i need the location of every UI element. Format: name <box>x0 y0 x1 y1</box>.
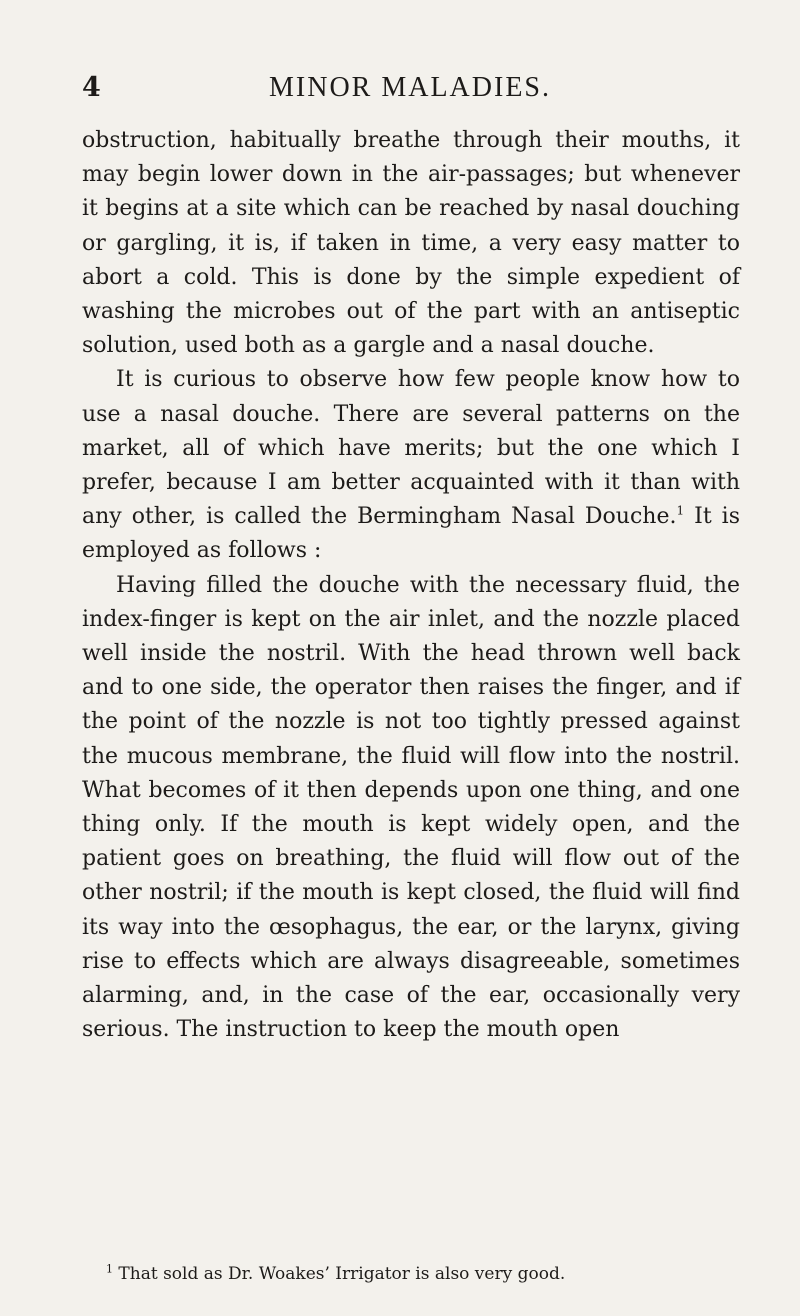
body-text <box>82 124 740 1047</box>
page-header <box>82 72 738 112</box>
footnote-marker: 1 <box>106 1262 113 1276</box>
footnote-text: That sold as Dr. Woakes’ Irrigator is also very good. <box>118 1264 566 1284</box>
running-title: MINOR MALADIES. <box>269 72 551 103</box>
footnote <box>82 1262 740 1286</box>
paragraph-1: obstruction, habitually breathe through their mouths, it may begin lower down in the air-passages; but whenever it begins at a site which can be reached by nasal douching or gargling, it is, if taken in time, a very easy matter to abort a cold. This is done by the simple expedient of washing the microbes out of the part with an antiseptic solution, used both as a gargle and a nasal douche. <box>82 128 740 359</box>
paragraph-2-text: It is curious to observe how few people know how to use a nasal douche. There are several patterns on the market, all of which have merits; but the one which I prefer, because I am better acquainted with it than with any other, is called the Bermingham Nasal Douche. <box>82 367 740 530</box>
paragraph-2-continuation: It is employed as follows : <box>82 504 740 564</box>
footnote-reference: 1 <box>676 503 685 518</box>
paragraph-3: Having filled the douche with the necessary fluid, the index-finger is kept on the air inlet, and the nozzle placed well inside the nostril. With the head thrown well back and to one side, the operator then raises the finger, and if the point of the nozzle is not too tightly pressed against the mucous membrane, the fluid will flow into the nostril. What becomes of it then depends upon one thing, and one thing only. If the mouth is kept widely open, and the patient goes on breathing, the fluid will flow out of the other nostril; if the mouth is kept closed, the fluid will find its way into the œsophagus, the ear, or the larynx, giving rise to effects which are always disagreeable, sometimes alarming, and, in the case of the ear, occasionally very serious. The instruction to keep the mouth open <box>82 572 740 1043</box>
page-number: 4 <box>82 72 102 103</box>
paragraph-2 <box>82 363 740 568</box>
